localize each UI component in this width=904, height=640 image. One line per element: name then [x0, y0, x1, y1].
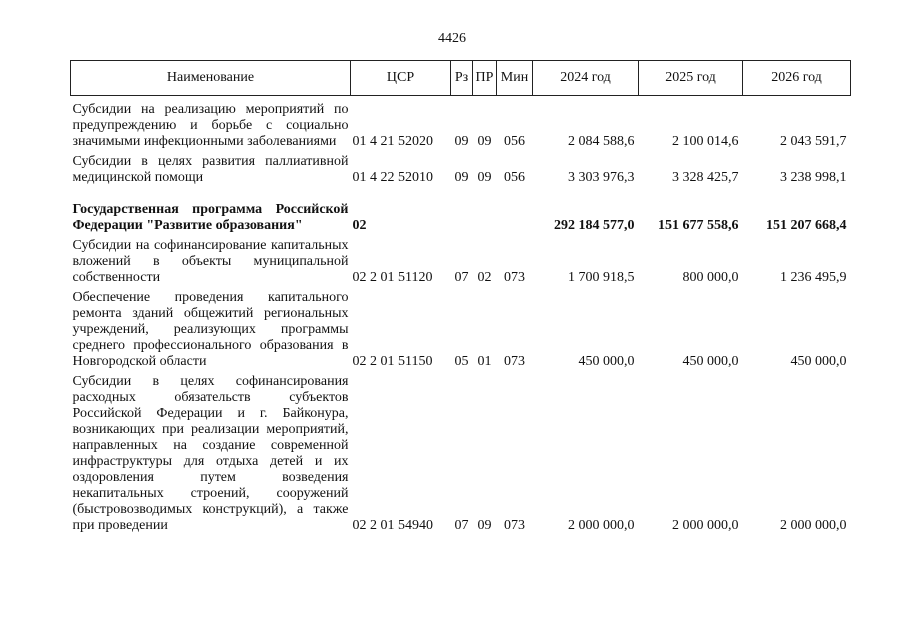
row-min: 073: [504, 354, 525, 369]
row-csr: 02 2 01 51120: [352, 270, 433, 285]
budget-table: [70, 60, 851, 534]
header-2025: 2025 год: [639, 61, 743, 96]
row-name: Обеспечение проведения капитального ремонта зданий общежитий региональных учреждений, реализующих программы среднего профессионального образования в Новгородской области: [72, 290, 349, 369]
row-name: Субсидии на софинансирование капитальных вложений в объекты муниципальной собственности: [72, 238, 349, 285]
page-number: 4426: [438, 31, 466, 46]
table-row: [71, 286, 851, 370]
row-2026: 1 236 495,9: [780, 270, 847, 285]
table-row: [71, 150, 851, 186]
row-pr: 02: [477, 270, 492, 285]
row-pr: 09: [477, 170, 492, 185]
header-pr: ПР: [473, 61, 497, 96]
row-2024: 2 000 000,0: [568, 518, 635, 533]
row-rz: 05: [454, 354, 469, 369]
row-2026: 2 043 591,7: [780, 134, 847, 149]
table-row: [71, 96, 851, 151]
row-2026: 2 000 000,0: [780, 518, 847, 533]
header-2026: 2026 год: [743, 61, 851, 96]
row-2025: 2 000 000,0: [672, 518, 739, 533]
row-2026: 151 207 668,4: [766, 218, 847, 233]
header-name: Наименование: [71, 61, 351, 96]
row-rz: 09: [454, 134, 469, 149]
row-rz: 07: [454, 270, 469, 285]
row-min: 056: [504, 170, 525, 185]
row-rz: [451, 198, 473, 234]
table-row: [71, 234, 851, 286]
row-name: Государственная программа Российской Федерации "Развитие образования": [72, 202, 349, 233]
header-rz: Рз: [451, 61, 473, 96]
row-2024: 292 184 577,0: [554, 218, 635, 233]
row-csr: 02 2 01 54940: [352, 518, 433, 533]
row-pr: 01: [477, 354, 492, 369]
row-csr: 01 4 22 52010: [352, 170, 433, 185]
row-csr: 02 2 01 51150: [352, 354, 433, 369]
table-row-program: [71, 198, 851, 234]
row-min: [497, 198, 533, 234]
row-min: 073: [504, 518, 525, 533]
row-2026: 450 000,0: [790, 354, 847, 369]
row-2024: 450 000,0: [578, 354, 635, 369]
row-2025: 151 677 558,6: [658, 218, 739, 233]
table-row: [71, 370, 851, 534]
row-spacer: [71, 186, 851, 198]
row-2025: 800 000,0: [682, 270, 739, 285]
row-name: Субсидии на реализацию мероприятий по предупреждению и борьбе с социально значимыми инфекционными заболеваниями: [72, 102, 349, 149]
row-2024: 2 084 588,6: [568, 134, 635, 149]
row-rz: 09: [454, 170, 469, 185]
row-2025: 3 328 425,7: [672, 170, 739, 185]
row-name: Субсидии в целях софинансирования расходных обязательств субъектов Российской Федерации и г. Байконура, возникающих при реализации мероприятий, направленных на создание современной инфраструктуры для отдыха детей и их оздоровления путем возведения некапитальных строений, сооружений (быстровозводимых конструкций), а также при проведении: [72, 374, 349, 533]
row-csr: 01 4 21 52020: [352, 134, 433, 149]
row-pr: 09: [477, 518, 492, 533]
row-csr: 02: [352, 218, 367, 233]
header-csr: ЦСР: [351, 61, 451, 96]
row-min: 056: [504, 134, 525, 149]
row-2024: 1 700 918,5: [568, 270, 635, 285]
row-2025: 450 000,0: [682, 354, 739, 369]
row-pr: [473, 198, 497, 234]
row-pr: 09: [477, 134, 492, 149]
header-2024: 2024 год: [533, 61, 639, 96]
row-2025: 2 100 014,6: [672, 134, 739, 149]
row-name: Субсидии в целях развития паллиативной медицинской помощи: [72, 154, 349, 185]
row-rz: 07: [454, 518, 469, 533]
header-min: Мин: [497, 61, 533, 96]
row-2026: 3 238 998,1: [780, 170, 847, 185]
row-2024: 3 303 976,3: [568, 170, 635, 185]
row-min: 073: [504, 270, 525, 285]
table-header-row: [71, 61, 851, 96]
